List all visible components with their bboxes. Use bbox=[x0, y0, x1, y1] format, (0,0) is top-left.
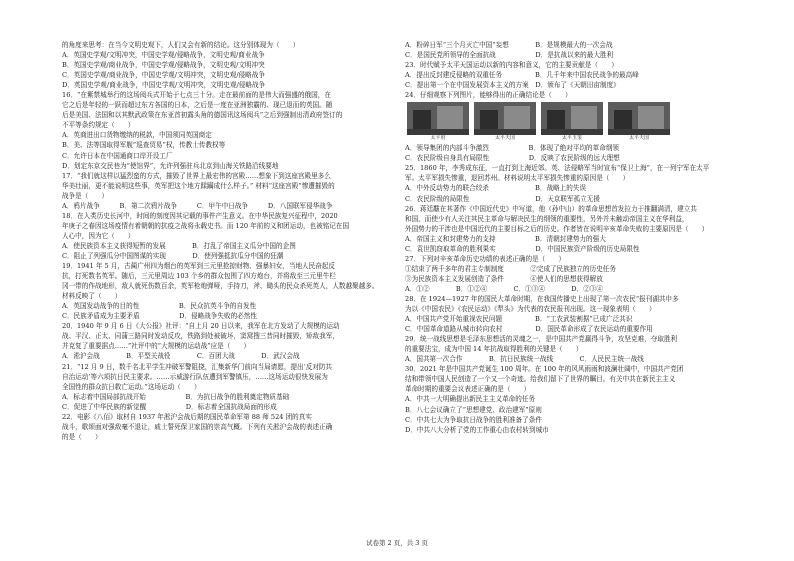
question-20: 20．1940 年 9 月 6 日《大公报》社评：“自上月 20 日以来，我军在北方发动了大规模的运动 bbox=[62, 322, 340, 331]
option-line: C．英国史学观/商业战争，中国史学观/文明冲突，文明史观/侵略战争 bbox=[62, 71, 265, 80]
option-line: A．中外反动势力的联合绞杀 B．战略上的失误 bbox=[405, 184, 587, 193]
option-line: C．袁世凯窃取革命的胜利果实 D．中国民族资产阶级的历史局限性 bbox=[405, 244, 640, 253]
option-line: A．标志着中国局部抗战开始 B．为抗日战争的胜利奠定物质基础 bbox=[62, 392, 290, 401]
text-line: 战、平汉、正太、同蒲三路同时发动反攻，铁路到处被破坏，窦窝搜三昔同时摧毁，矫敌我军， bbox=[62, 332, 339, 341]
option-line: A．英国史学观/文明冲突，中国史学观/侵略战争，文明史观/商业战争 bbox=[62, 51, 265, 60]
option-line: C．农民阶级的局限性 D．天京联军孤立无援 bbox=[405, 194, 600, 203]
statement-line: ①结束了两千多年的君主专制制度 ②完成了民族独立的历史任务 bbox=[405, 264, 616, 273]
option-line: A．鸦片战争 B．第二次鸦片战争 C．甲午中日战争 D．八国联军侵华战争 bbox=[62, 201, 333, 210]
text-line: 自治运动’等六项抗日民主要求。……示威游行队伍遭到军警镇压，……这场运动很快发展为 bbox=[62, 372, 328, 381]
image-panel bbox=[407, 102, 469, 142]
option-line: A．中国共产党开始重视农民问题 B．“工农武装割据”已成广泛共识 bbox=[405, 315, 633, 324]
option-line: A．淞沪会战 B．平型关战役 C．百团大战 D．武汉会战 bbox=[62, 352, 300, 361]
option-line: C．民族矛盾成为主要矛盾 D．侵略战争失败的必然性 bbox=[62, 312, 257, 321]
option-line: D．划定东京交民巷为“使馆界”，允许列强驻兵北京到山海关铁路沿线要地 bbox=[62, 161, 279, 170]
question-29: 29．统一战线思想是毛泽东思想活的灵魂之一，是中国共产党赢得斗争，攻坚克难，夺取胜利 bbox=[405, 335, 678, 344]
image-caption: 太平天国 bbox=[628, 135, 649, 142]
text-line: 它之后是年轻的一跃而超过东方各国的日本，之后是一度在亚洲独霸的、现已退而的英国。随 bbox=[62, 101, 333, 110]
statement-line: ③为民族资本主义发展创造了条件 ④使人们的思想获得解放 bbox=[405, 274, 603, 283]
historical-photo bbox=[541, 102, 603, 135]
option-line: A．中共一大明确提出新民主主义革命的任务 bbox=[405, 395, 536, 404]
option-line: A．粉碎日军“三个月灭亡中国”妄想 B．是规模最大的一次会战 bbox=[405, 41, 613, 49]
option-line: A．使民族资本主义获得短暂的发展 B．打乱了帝国主义瓜分中国的企图 bbox=[62, 241, 296, 250]
question-22: 22．电影《八佰》取材自 1937 年淞沪会战后期的国民革命军第 88 师 524 团的真实 bbox=[62, 412, 312, 421]
text-line: 战斗，歌颂面对强敌毫不退让，戚士誓死保卫家国的崇高气概。下列有关淞沪会战的表述正确 bbox=[62, 422, 333, 431]
option-line: C．允许日本在中国通商口岸开设工厂 bbox=[62, 151, 173, 160]
option-line: C．阻止了列强瓜分中国图谋的实现 D．使列强抵抗瓜分中国的狂潮 bbox=[62, 251, 284, 260]
text-line: 人心中，因为它（ ） bbox=[62, 231, 135, 240]
text-line: 和国，而使少有人关注其民主革命与解决民生的纲领的重要性，另外并未触动帝国主义在华利益， bbox=[405, 214, 689, 223]
image-panel bbox=[474, 102, 536, 142]
question-18: 18．在人类历史长河中，时间的刻度因其记载的事件产生意义。在中华民族复兴征程中，2020 bbox=[62, 211, 338, 220]
text-line: 抗，打死数名英军。随后，三元里周边 103 个乡的群众包围了四方炮台，并将敌至三元里牛栏 bbox=[62, 272, 336, 281]
question-23: 23．时代赋予太平天国运动以新的内容和意义，它的主要贡献是（ ） bbox=[405, 61, 618, 70]
option-line: B．英国史学观/商业战争，中国史学观/侵略战争，文明史观/文明冲突 bbox=[62, 61, 265, 70]
image-panel bbox=[541, 102, 603, 142]
historical-photo bbox=[407, 102, 469, 135]
option-line: A．帝国主义和封建势力的支持 B．清朝封建势力的强大 bbox=[405, 234, 606, 243]
question-19: 19．1941 年 5 月，古蔺广州四为烟台的英军到三元里抢掠财物、强暴妇女，当地人民奋起反 bbox=[62, 262, 336, 271]
page-footer: 试卷第 2 页，共 3 页 bbox=[365, 539, 429, 547]
historical-photo bbox=[608, 102, 670, 135]
option-line: D．英国史学观/商业战争，中国史学观/文明冲突，文明史观/侵略战争 bbox=[62, 81, 266, 90]
text-line: 的重要法宝，成为中国 14 年抗战取得胜利的关键是（ ） bbox=[405, 345, 583, 354]
question-28: 28．在 1924—1927 年的国民大革命时期，在我国传播史上出现了第一次农民“报刊湖共申多 bbox=[405, 294, 679, 303]
question-21: 21．“12 月 9 日，数千名北平学生冲破军警阻挠，汇集新华门前向当局请愿，提出‘反对防共 bbox=[62, 362, 333, 371]
text-line: 军。太平军损失惨重，退回苏州。材料说明太平军损失惨重的原因是（ ） bbox=[405, 174, 630, 183]
question-27: 27．下列对辛亥革命历史功绩的表述正确的是（ ） bbox=[405, 254, 566, 263]
option-line: B．八七会议确立了“思想建党、政治建军”原则 bbox=[405, 405, 542, 414]
text-line: 全国性的群众抗日救亡运动。”这场运动（ ） bbox=[62, 382, 201, 391]
option-line: C．中国革命道路从城市转向农村 D．国民革命形成了农民运动的重要作用 bbox=[405, 325, 653, 334]
text-line: 并克复了重要据点……”社评中的“大规模的运动战”应是（ ） bbox=[62, 342, 251, 351]
option-line: A．国共第一次合作 B．抗日民族统一战线 C．人民民主统一战线 bbox=[405, 355, 644, 364]
text-line: 结和带领中国人民创造了一个又一个奇迹。给我们留下了世界的瞩目。有关中共在新民主主义 bbox=[405, 375, 676, 384]
text-line: 冈一带的作战地形，敌人就死伤数百余，英军枪炮弹哑，手持刀，斧、锄头的民众杀死英人，人数越聚越多。 bbox=[62, 282, 379, 291]
text-line: 年庚子之春因这场疫情有着朝朝的抗疫之战将永载史书。而 120 年前的义和团运动，也被铭记在国 bbox=[62, 221, 350, 230]
option-line: A．领导集团的内部斗争激烈 B．体现了绝对平均的革命纲领 bbox=[405, 144, 620, 153]
text-line: 的是（ ） bbox=[62, 432, 102, 441]
text-line: 为以《中国农民》《农民运动》《犁头》为代表的农民报刊出现。这一现象表明（ ） bbox=[405, 305, 656, 314]
text-line: 外国势力的干涉也是中国近代的主要目标之后的历史。作者皆在说明辛亥革命失败的主要原因是（ ） bbox=[405, 224, 709, 233]
text-line: 不平等条约规定（ ） bbox=[62, 121, 135, 130]
text-line: 后是美国、法国和以其默武政策在东亚首初露头角的德国讯这场阅兵”之后到强制出清政府签订的 bbox=[62, 111, 343, 120]
image-caption: 太平玉玺 bbox=[561, 135, 582, 142]
historical-photo bbox=[474, 102, 536, 135]
right-column bbox=[405, 40, 747, 435]
left-column bbox=[62, 40, 396, 442]
image-caption: 太平府 bbox=[430, 135, 446, 142]
question-30: 30．2021 年是中国共产党诞生 100 周年。在 100 年的风风雨雨和波澜壮阔中，中国共产党团 bbox=[405, 365, 684, 374]
question-25: 25．1860 年，李秀成东征，一直打到上海近郊。英、法侵略军当时宣布“保卫上海”，在一列宁军在太平 bbox=[405, 164, 710, 173]
text-line: 华美壮丽，更不能说明这些事，英军把这个地方蹂躏成什么样子。” 材料“这座宫殿”惨遭摧毁的 bbox=[62, 181, 335, 190]
option-line: C．是国民党所领导的全面抗战 D．是抗战以来的最大胜利 bbox=[405, 51, 614, 60]
text-line: 战争是（ ） bbox=[62, 191, 109, 200]
option-line: C．促进了中华民族的新觉醒 D．标志着全国抗战局面的形成 bbox=[62, 402, 277, 411]
text-line: 材料反映了（ ） bbox=[62, 292, 122, 301]
text-line: 的角度来思考：在当今文明史观下，人们又会有新的结论。这分别体现为（ ） bbox=[62, 41, 300, 49]
option-line: A．提出反封建反侵略的双重任务 B．几千年来中国农民战争的最高峰 bbox=[405, 71, 639, 80]
option-line: A．英国发动战争的目的性 B．民众抗英斗争的自发性 bbox=[62, 302, 257, 311]
text-line: 革命时期的重要会议表述正确的是（ ） bbox=[405, 385, 531, 394]
option-line: C．提出第一个在中国发展资本主义的方案 D．颁布了《天朝田亩制度》 bbox=[405, 81, 620, 90]
question-24-images bbox=[407, 102, 747, 142]
option-line: C．农民阶级自身具有局限性 D．反映了农民阶级的远大理想 bbox=[405, 154, 620, 163]
option-line: B．美、法等国取得军舰“巡查贸易”权，传教士传教权等 bbox=[62, 141, 226, 150]
question-26: 26．蒋廷黻在其著作《中国近代史》中写道，他（孙中山）的革命思想首发拉力于推翻满清，建立共 bbox=[405, 204, 697, 213]
option-line: C．中共七大为争取抗日战争的胜利准备了条件 bbox=[405, 415, 542, 424]
image-caption: 太平天国 bbox=[494, 135, 515, 142]
question-16: 16．“在紫禁城举行的这场阅兵式开始于七点三十分。走在最前面的是伟大而强盛的俄国，在 bbox=[62, 91, 331, 100]
option-line: D．中共八大分析了党的工作重心由农村转到城市 bbox=[405, 425, 549, 434]
option-line: A．①② B．①②④ C．①③④ D．②③④ bbox=[405, 284, 603, 293]
question-17: 17．“我们就这样以猛烈蛮的方式，摧毁了世界上最宏伟的宫殿……想象下到这座宫殿里多么 bbox=[62, 171, 331, 180]
image-panel bbox=[608, 102, 670, 142]
option-line: A．英商进出口货物缴纳的税款，中国须同英国商定 bbox=[62, 131, 212, 140]
question-24: 24．仔细观察下列图片，能够得出的正确结论是（ ） bbox=[405, 91, 572, 100]
